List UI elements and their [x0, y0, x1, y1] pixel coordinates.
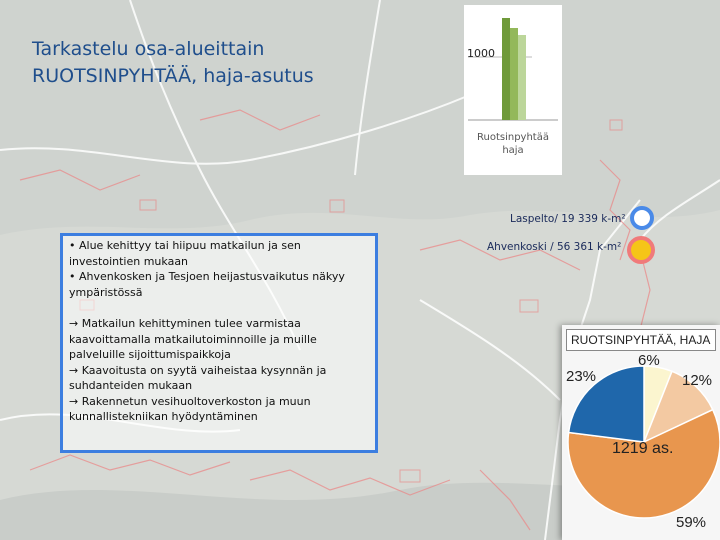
pie-center-label: 1219 as. — [612, 440, 674, 457]
pie-label-6: 6% — [638, 352, 660, 369]
mini-category-label — [464, 131, 562, 157]
mini-bar-2 — [510, 28, 518, 120]
pie-label-12: 12% — [682, 372, 713, 389]
pie-label-23: 23% — [566, 368, 597, 385]
mini-category-line-2: haja — [502, 145, 524, 156]
bullet-1: • Alue kehittyy tai hiipuu matkailun ja sen investointien mukaan — [69, 239, 301, 268]
pie-chart-panel — [562, 325, 720, 540]
site-label-laspelto: Laspelto/ 19 339 k-m² — [510, 213, 626, 225]
site-label-ahvenkoski: Ahvenkoski / 56 361 k-m² — [487, 241, 622, 253]
pie-chart-title: RUOTSINPYHTÄÄ, HAJA — [566, 329, 716, 351]
action-1: → Matkailun kehittyminen tulee varmistaa kaavoittamalla matkailutoiminnoille ja muille palveluille sijoittumispaikkoja — [69, 317, 317, 361]
mini-category-line-1: Ruotsinpyhtää — [477, 132, 549, 143]
title-line-2: RUOTSINPYHTÄÄ, haja-asutus — [32, 65, 314, 87]
title-line-1: Tarkastelu osa-alueittain — [32, 38, 265, 60]
action-3: → Rakennetun vesihuoltoverkoston ja muun kunnallistekniikan hyödyntäminen — [69, 394, 311, 423]
pie-label-59: 59% — [676, 514, 707, 531]
mini-bar-chart — [464, 5, 562, 175]
site-marker-laspelto[interactable] — [630, 206, 654, 230]
mini-bar-1 — [502, 18, 510, 120]
findings-textbox — [60, 233, 378, 453]
mini-tick-label: 1000 — [467, 47, 495, 60]
action-2: → Kaavoitusta on syytä vaiheistaa kysynnän ja suhdanteiden mukaan — [69, 363, 327, 392]
site-marker-ahvenkoski[interactable] — [627, 236, 655, 264]
page-title — [32, 36, 314, 90]
mini-bar-3 — [518, 35, 526, 120]
bullet-2: • Ahvenkosken ja Tesjoen heijastusvaikutus näkyy ympäristössä — [69, 270, 345, 299]
